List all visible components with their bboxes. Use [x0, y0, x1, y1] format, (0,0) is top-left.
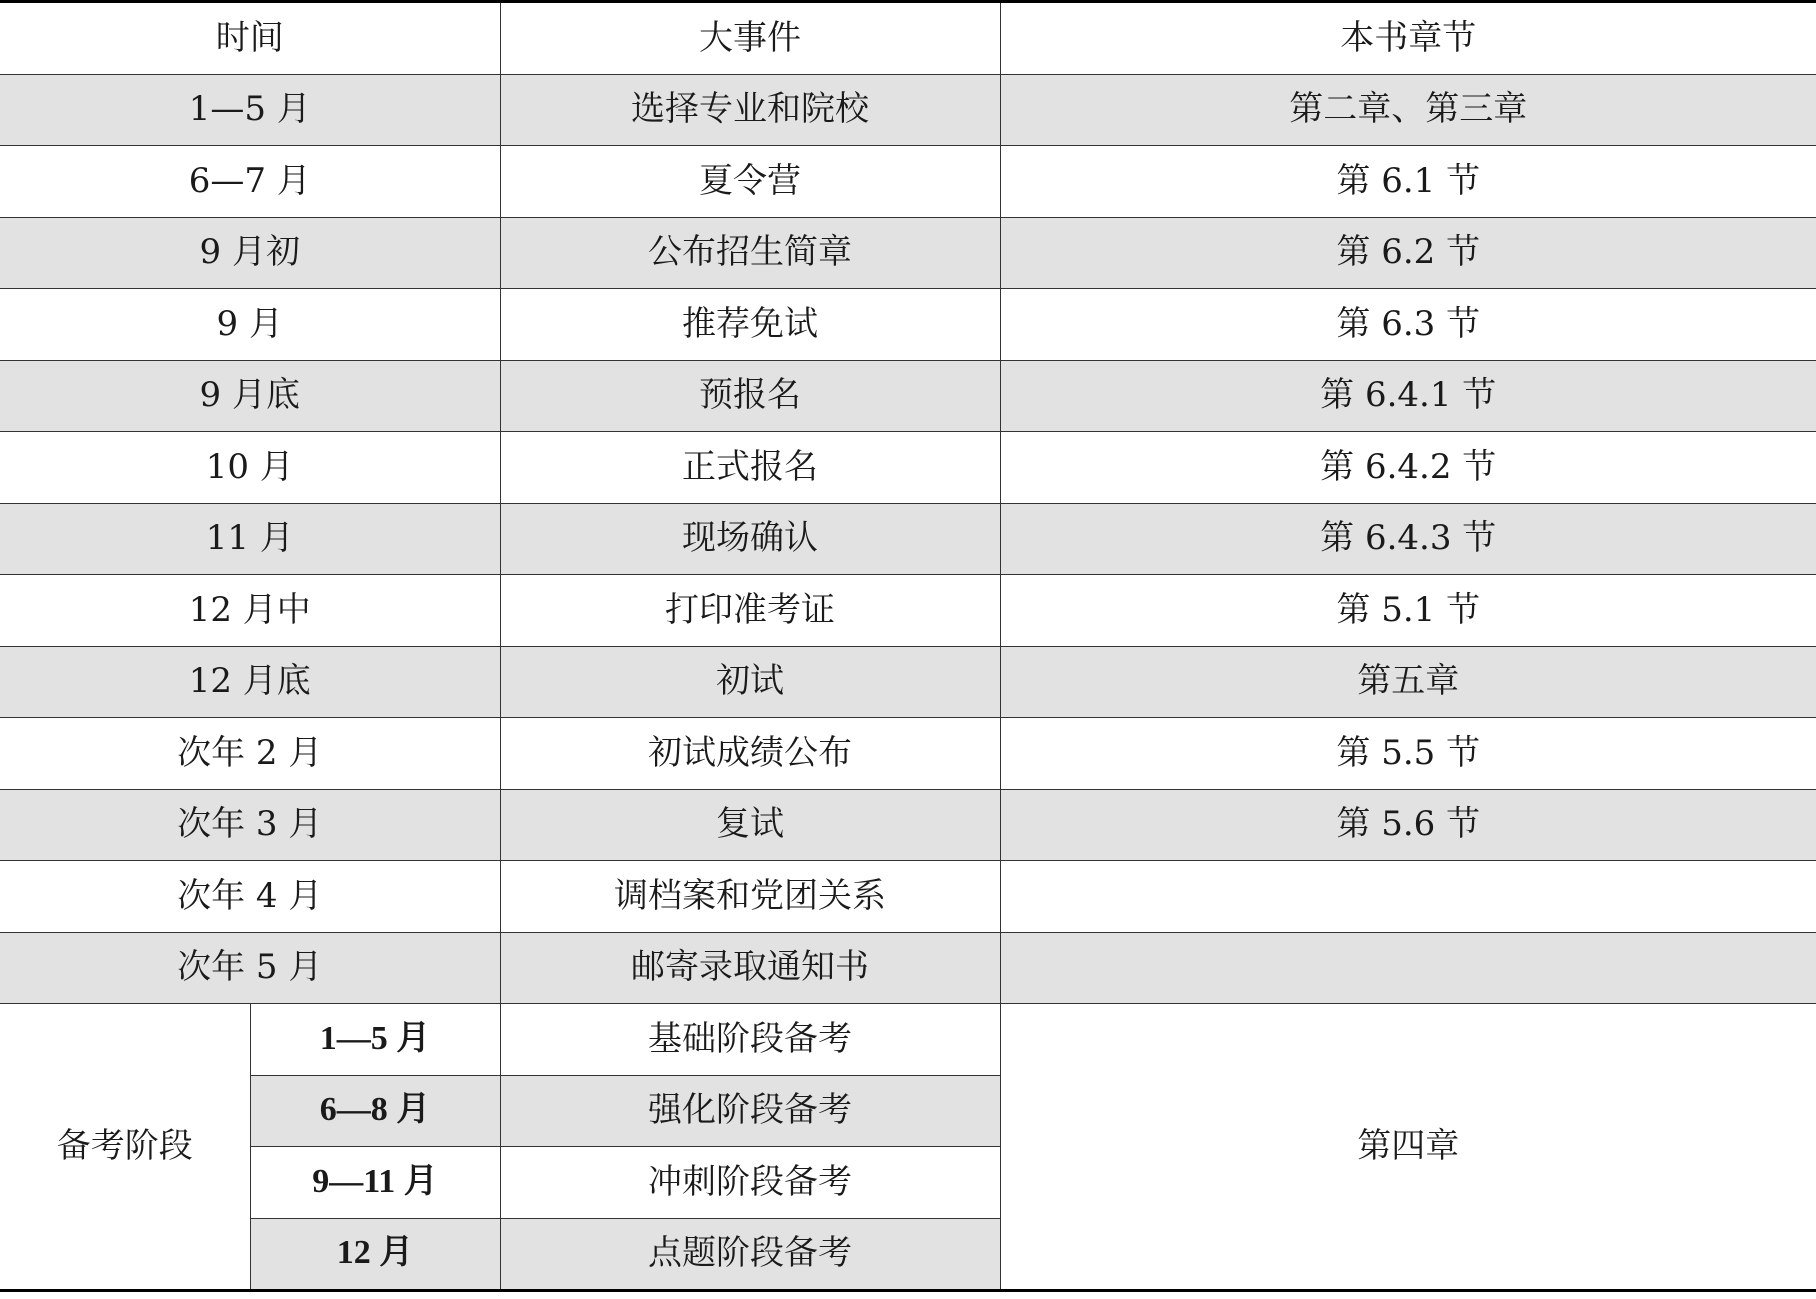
table-row — [0, 575, 1816, 647]
chapter-cell: 第 5.1 节 — [1000, 575, 1816, 647]
time-cell: 次年 2 月 — [0, 718, 500, 790]
prep-stage-event: 基础阶段备考 — [500, 1004, 1000, 1076]
event-cell: 初试成绩公布 — [500, 718, 1000, 790]
time-cell: 9 月底 — [0, 360, 500, 432]
time-cell: 9 月初 — [0, 217, 500, 289]
prep-stage-time: 12 月 — [250, 1218, 500, 1291]
header-time: 时间 — [0, 2, 500, 75]
time-cell: 1—5 月 — [0, 74, 500, 146]
event-cell: 打印准考证 — [500, 575, 1000, 647]
event-cell: 正式报名 — [500, 432, 1000, 504]
table-row — [0, 932, 1816, 1004]
event-cell: 公布招生简章 — [500, 217, 1000, 289]
prep-chapter-cell: 第四章 — [1000, 1004, 1816, 1291]
time-cell: 9 月 — [0, 289, 500, 361]
table-row — [0, 289, 1816, 361]
chapter-cell: 第 6.1 节 — [1000, 146, 1816, 218]
chapter-cell — [1000, 932, 1816, 1004]
header-chapter: 本书章节 — [1000, 2, 1816, 75]
chapter-cell: 第 6.4.3 节 — [1000, 503, 1816, 575]
chapter-cell: 第二章、第三章 — [1000, 74, 1816, 146]
event-cell: 预报名 — [500, 360, 1000, 432]
event-cell: 初试 — [500, 646, 1000, 718]
table-row — [0, 432, 1816, 504]
prep-stage-event: 强化阶段备考 — [500, 1075, 1000, 1147]
table-row — [0, 646, 1816, 718]
chapter-cell: 第 6.4.1 节 — [1000, 360, 1816, 432]
prep-row — [0, 1004, 1816, 1076]
time-cell: 6—7 月 — [0, 146, 500, 218]
prep-label-cell: 备考阶段 — [0, 1004, 250, 1291]
event-cell: 复试 — [500, 789, 1000, 861]
chapter-cell: 第 6.4.2 节 — [1000, 432, 1816, 504]
event-cell: 现场确认 — [500, 503, 1000, 575]
event-cell: 夏令营 — [500, 146, 1000, 218]
chapter-cell: 第 5.5 节 — [1000, 718, 1816, 790]
chapter-cell: 第 6.3 节 — [1000, 289, 1816, 361]
prep-stage-time: 1—5 月 — [250, 1004, 500, 1076]
event-cell: 推荐免试 — [500, 289, 1000, 361]
chapter-cell: 第 5.6 节 — [1000, 789, 1816, 861]
table-row — [0, 74, 1816, 146]
prep-stage-event: 冲刺阶段备考 — [500, 1147, 1000, 1219]
event-cell: 邮寄录取通知书 — [500, 932, 1000, 1004]
time-cell: 12 月中 — [0, 575, 500, 647]
header-event: 大事件 — [500, 2, 1000, 75]
chapter-cell: 第五章 — [1000, 646, 1816, 718]
prep-stage-event: 点题阶段备考 — [500, 1218, 1000, 1291]
chapter-cell: 第 6.2 节 — [1000, 217, 1816, 289]
time-cell: 次年 5 月 — [0, 932, 500, 1004]
table-row — [0, 217, 1816, 289]
event-cell: 选择专业和院校 — [500, 74, 1000, 146]
table-row — [0, 503, 1816, 575]
table-header-row — [0, 2, 1816, 75]
time-cell: 12 月底 — [0, 646, 500, 718]
event-cell: 调档案和党团关系 — [500, 861, 1000, 933]
table-row — [0, 360, 1816, 432]
time-cell: 11 月 — [0, 503, 500, 575]
prep-stage-time: 9—11 月 — [250, 1147, 500, 1219]
prep-stage-time: 6—8 月 — [250, 1075, 500, 1147]
table-row — [0, 861, 1816, 933]
time-cell: 10 月 — [0, 432, 500, 504]
chapter-cell — [1000, 861, 1816, 933]
time-cell: 次年 3 月 — [0, 789, 500, 861]
table-row — [0, 718, 1816, 790]
time-cell: 次年 4 月 — [0, 861, 500, 933]
table-row — [0, 789, 1816, 861]
table-row — [0, 146, 1816, 218]
